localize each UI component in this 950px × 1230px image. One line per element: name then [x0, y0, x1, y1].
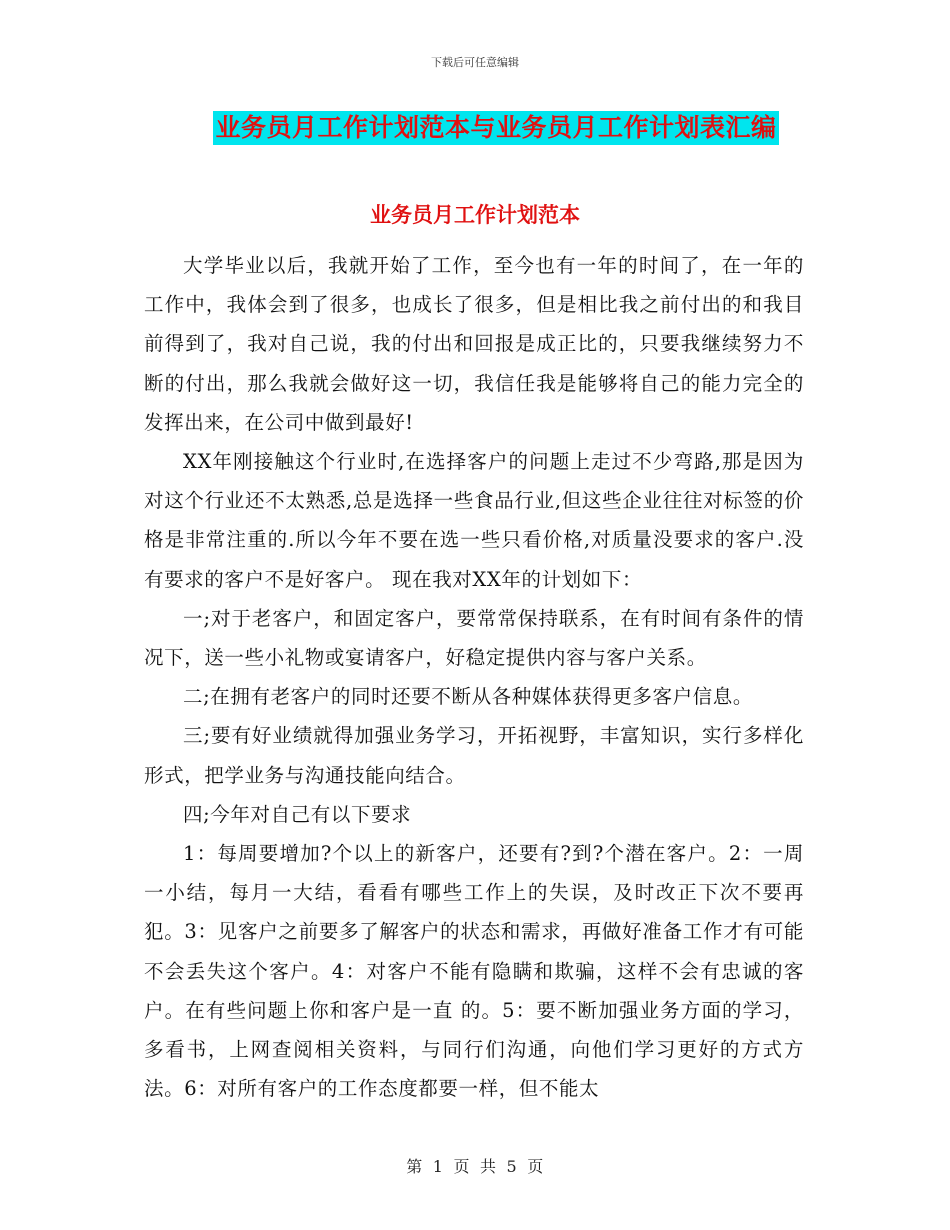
paragraph-intro: 大学毕业以后，我就开始了工作，至今也有一年的时间了，在一年的工作中，我体会到了很多，也成长了很多，但是相比我之前付出的和我目前得到了，我对自己说，我的付出和回报是成正比的，只要我继续努力不断的付出，那么我就会做好这一切，我信任我是能够将自己的能力完全的发挥出来，在公司中做到最好!: [144, 254, 804, 434]
footer-total-pages: 5: [506, 1157, 518, 1176]
paragraph-plan-4: 四;今年对自己有以下要求: [183, 802, 412, 826]
paragraph-requirements: 1：每周要增加?个以上的新客户，还要有?到?个潜在客户。2：一周一小结，每月一大结，看看有哪些工作上的失误，及时改正下次不要再犯。3：见客户之前要多了解客户的状态和需求，再做好准备工作才有可能不会丢失这个客户。4：对客户不能有隐瞒和欺骗，这样不会有忠诚的客户。在有些问题上你和客户是一直 的。5：要不断加强业务方面的学习，多看书，上网查阅相关资料，与同行们沟通，向他们学习更好的方式方法。6：对所有客户的工作态度都要一样，但不能太: [144, 842, 804, 1101]
section-title: 业务员月工作计划范本: [370, 203, 580, 227]
paragraph-plan-1: 一;对于老客户，和固定客户，要常常保持联系，在有时间有条件的情况下，送一些小礼物或宴请客户，好稳定提供内容与客户关系。: [144, 606, 804, 670]
header-note: 下载后可任意编辑: [431, 56, 519, 69]
main-title: 业务员月工作计划范本与业务员月工作计划表汇编: [213, 111, 778, 145]
footer-suffix: 页: [527, 1157, 544, 1176]
footer-of: 共: [480, 1157, 497, 1176]
footer-middle: 页: [453, 1157, 470, 1176]
paragraph-background: XX年刚接触这个行业时,在选择客户的问题上走过不少弯路,那是因为对这个行业还不太熟悉,总是选择一些食品行业,但这些企业往往对标签的价格是非常注重的.所以今年不要在选一些只看价格,对质量没要求的客户.没有要求的客户不是好客户。 现在我对XX年的计划如下：: [144, 450, 804, 591]
main-title-container: [0, 111, 950, 145]
body-text: [144, 246, 804, 1108]
paragraph-plan-3: 三;要有好业绩就得加强业务学习，开拓视野，丰富知识，实行多样化形式，把学业务与沟通技能向结合。: [144, 724, 804, 787]
footer-prefix: 第: [406, 1157, 423, 1176]
page-footer: [0, 1154, 950, 1177]
footer-page-number: 1: [432, 1157, 444, 1176]
paragraph-plan-2: 二;在拥有老客户的同时还要不断从各种媒体获得更多客户信息。: [183, 685, 753, 709]
